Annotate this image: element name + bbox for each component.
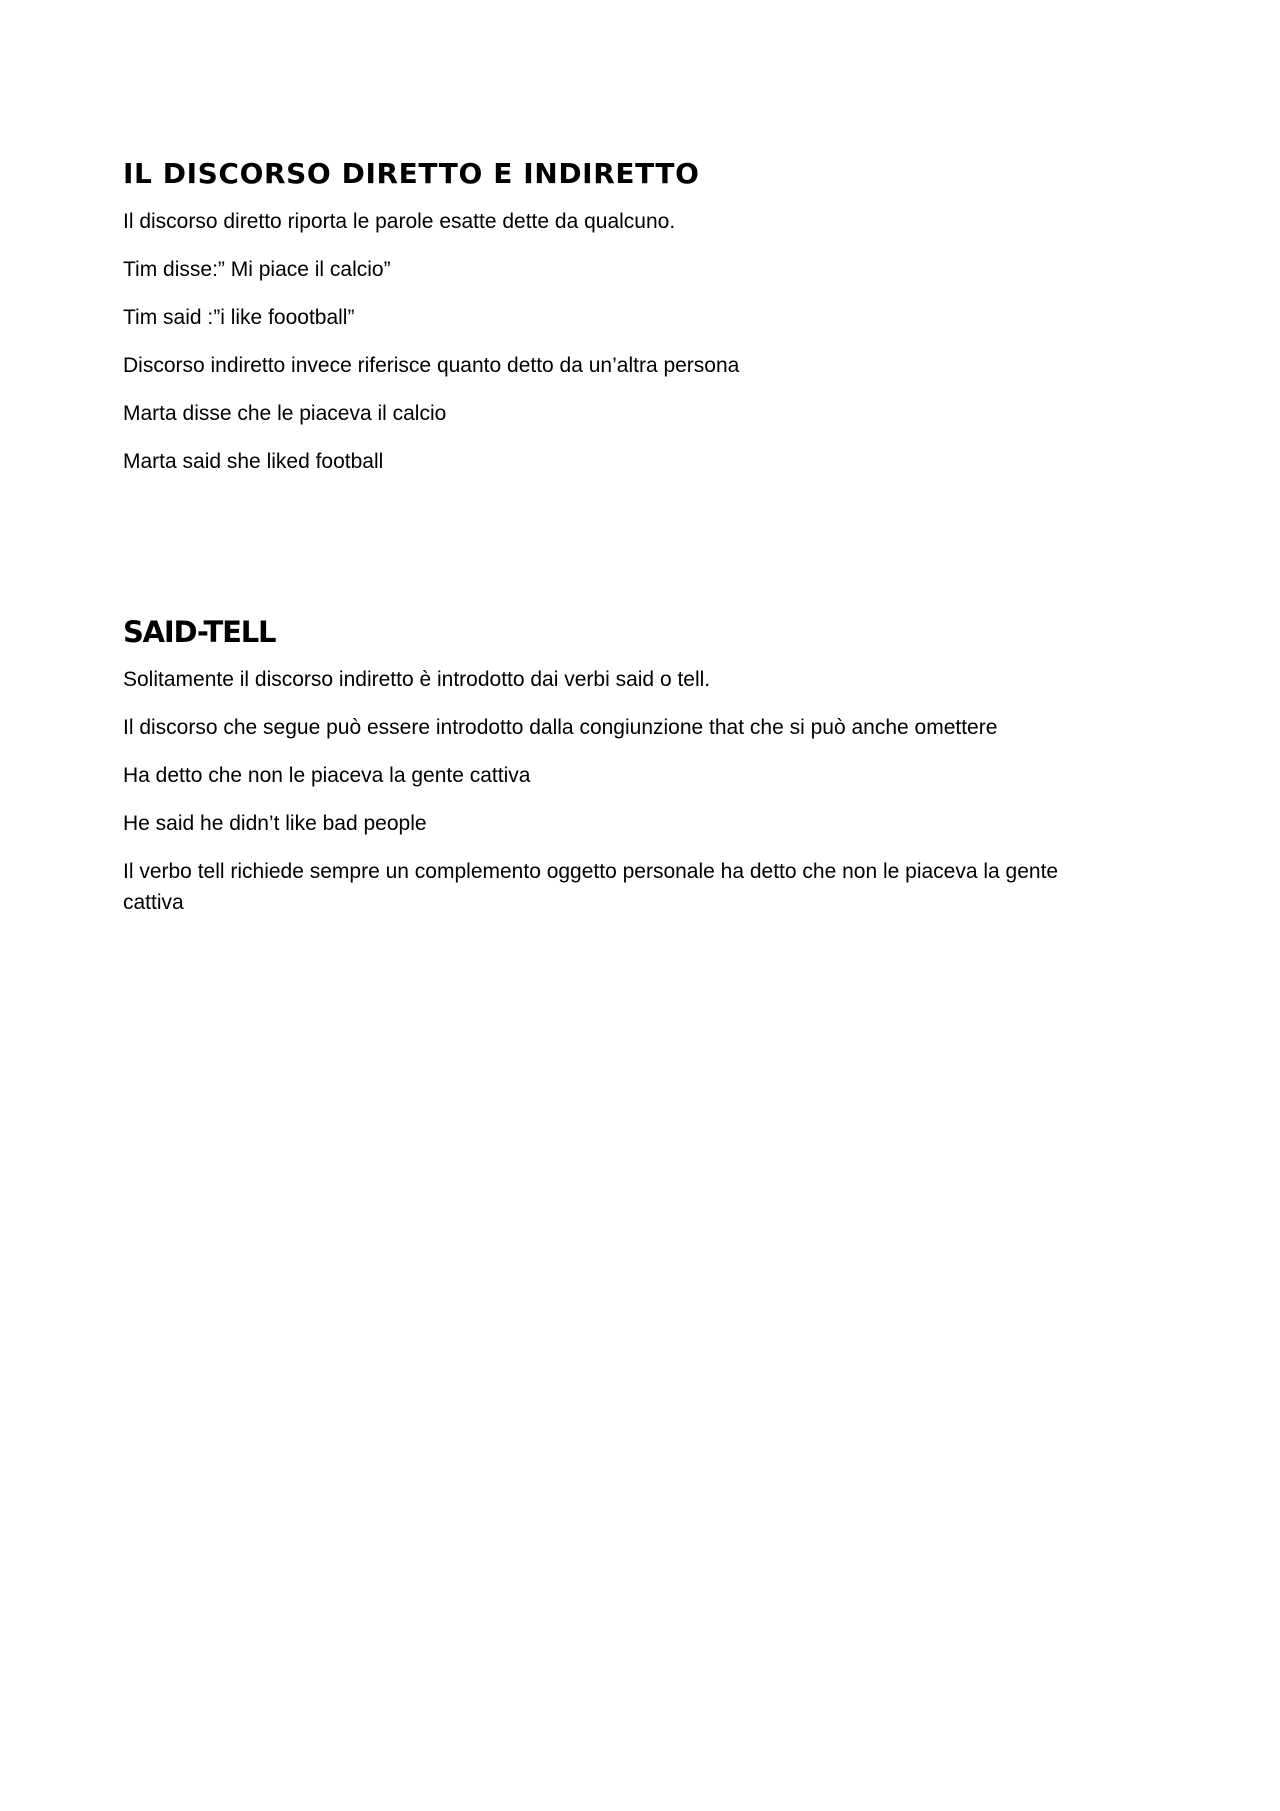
section-direct-indirect-speech: [123, 156, 1123, 494]
paragraph: Ha detto che non le piaceva la gente cattiva: [123, 764, 531, 787]
paragraph: Il discorso che segue può essere introdotto dalla congiunzione that che si può anche omettere: [123, 716, 998, 739]
section-body: [123, 664, 1123, 918]
section-body: [123, 206, 1123, 477]
section-heading: IL DISCORSO DIRETTO E INDIRETTO: [123, 157, 700, 190]
paragraph: Solitamente il discorso indiretto è introdotto dai verbi said o tell.: [123, 668, 711, 691]
section-said-tell: [123, 614, 1123, 935]
paragraph: Tim said :”i like foootball”: [123, 306, 355, 329]
paragraph: Tim disse:” Mi piace il calcio”: [123, 258, 391, 281]
paragraph: He said he didn’t like bad people: [123, 812, 427, 835]
paragraph: Il verbo tell richiede sempre un complemento oggetto personale ha detto che non le piaceva la gente cattiva: [123, 860, 1059, 914]
paragraph: Marta disse che le piaceva il calcio: [123, 402, 447, 425]
section-heading: SAID-TELL: [123, 615, 276, 649]
paragraph: Discorso indiretto invece riferisce quanto detto da un’altra persona: [123, 354, 740, 377]
paragraph: Il discorso diretto riporta le parole esatte dette da qualcuno.: [123, 210, 676, 233]
paragraph: Marta said she liked football: [123, 450, 384, 473]
